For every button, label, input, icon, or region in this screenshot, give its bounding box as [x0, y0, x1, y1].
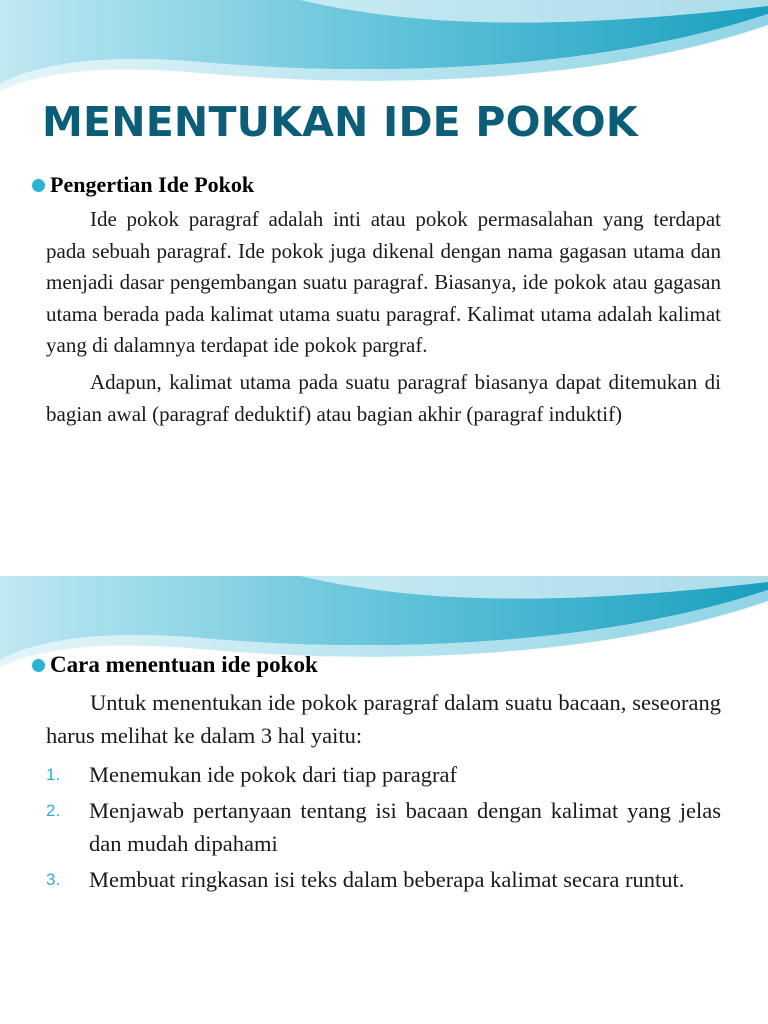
steps-list [46, 758, 721, 896]
bullet-dot-icon [32, 179, 45, 192]
list-item-text: Membuat ringkasan isi teks dalam beberapa kalimat secara runtut. [89, 867, 685, 892]
paragraph-1: Ide pokok paragraf adalah inti atau pokok permasalahan yang terdapat pada sebuah paragraf. Ide pokok juga dikenal dengan nama gagasan utama dan menjadi dasar pengembangan suatu paragraf. Biasanya, ide pokok atau gagasan utama berada pada kalimat utama suatu paragraf. Kalimat utama adalah kalimat yang di dalamnya terdapat ide pokok pargraf. [46, 207, 721, 358]
list-item [46, 794, 721, 860]
list-number: 1. [46, 765, 61, 784]
section-heading-method [50, 650, 318, 680]
definition-body [46, 204, 721, 435]
slide-2 [0, 576, 768, 1024]
method-body [46, 686, 721, 899]
paragraph-2: Adapun, kalimat utama pada suatu paragraf biasanya dapat ditemukan di bagian awal (paragraf deduktif) atau bagian akhir (paragraf induktif) [46, 369, 721, 426]
bullet-dot-icon [32, 659, 45, 672]
list-item [46, 758, 721, 791]
list-number: 3. [46, 870, 61, 889]
header-wave-decoration [0, 0, 768, 100]
intro-paragraph: Untuk menentukan ide pokok paragraf dalam suatu bacaan, seseorang harus melihat ke dalam 3 hal yaitu: [46, 690, 721, 748]
list-item-text: Menemukan ide pokok dari tiap paragraf [89, 762, 457, 787]
heading-text: Pengertian Ide Pokok [50, 172, 255, 197]
list-item [46, 863, 721, 896]
slide-title: MENENTUKAN IDE POKOK [42, 98, 638, 146]
list-item-text: Menjawab pertanyaan tentang isi bacaan dengan kalimat yang jelas dan mudah dipahami [89, 798, 721, 856]
list-number: 2. [46, 801, 61, 820]
section-heading-definition [50, 170, 254, 200]
heading-text: Cara menentuan ide pokok [50, 652, 318, 677]
